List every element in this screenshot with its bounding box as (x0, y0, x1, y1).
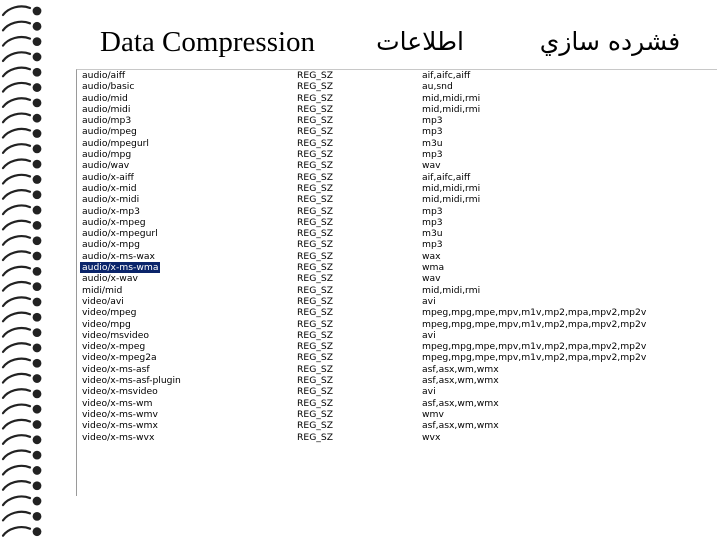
table-row[interactable] (77, 239, 717, 250)
mime-type-cell: audio/mpg (82, 149, 132, 161)
value-type-cell: REG_SZ (297, 273, 334, 285)
binding-ring (3, 98, 41, 107)
extensions-cell: mpeg,mpg,mpe,mpv,m1v,mp2,mpa,mpv2,mp2v (422, 352, 647, 364)
extensions-cell: wmv (422, 408, 444, 420)
table-row[interactable] (77, 307, 717, 318)
table-row[interactable] (77, 217, 717, 228)
binding-ring (3, 22, 41, 31)
table-row[interactable] (77, 70, 717, 81)
value-type-cell: REG_SZ (297, 307, 334, 319)
value-type-cell: REG_SZ (297, 284, 334, 296)
extensions-cell: asf,asx,wm,wmx (422, 375, 499, 387)
table-row[interactable] (77, 375, 717, 386)
slide-title-english: Data Compression (100, 26, 316, 58)
mime-type-cell: audio/x-wav (82, 273, 138, 285)
binding-ring (3, 160, 41, 169)
spiral-binding-graphic (0, 0, 52, 540)
binding-ring (3, 420, 41, 429)
binding-ring (3, 68, 41, 77)
table-row[interactable] (77, 172, 717, 183)
mime-type-cell: audio/x-mid (82, 182, 137, 194)
extensions-cell: avi (422, 329, 436, 341)
value-type-cell: REG_SZ (297, 363, 334, 375)
extensions-cell: wvx (422, 431, 441, 443)
table-row[interactable] (77, 398, 717, 409)
mime-type-cell: audio/x-mp3 (82, 205, 140, 217)
table-row[interactable] (77, 104, 717, 115)
mime-type-cell: audio/mpegurl (82, 137, 149, 149)
mime-type-cell: video/x-ms-asf-plugin (82, 375, 181, 387)
extensions-cell: mid,midi,rmi (422, 92, 481, 104)
mime-type-cell: video/x-ms-wmx (82, 420, 158, 432)
binding-ring (3, 466, 41, 475)
table-row[interactable] (77, 352, 717, 363)
mime-type-cell: audio/x-ms-wma (82, 262, 159, 274)
table-row[interactable] (77, 93, 717, 104)
extensions-cell: avi (422, 386, 436, 398)
extensions-cell: mp3 (422, 149, 443, 161)
value-type-cell: REG_SZ (297, 182, 334, 194)
extensions-cell: asf,asx,wm,wmx (422, 397, 499, 409)
value-type-cell: REG_SZ (297, 103, 334, 115)
table-row[interactable] (77, 138, 717, 149)
value-type-cell: REG_SZ (297, 137, 334, 149)
table-row[interactable] (77, 330, 717, 341)
value-type-cell: REG_SZ (297, 216, 334, 228)
value-type-cell: REG_SZ (297, 329, 334, 341)
value-type-cell: REG_SZ (297, 397, 334, 409)
binding-ring (3, 527, 41, 536)
extensions-cell: wax (422, 250, 441, 262)
extensions-cell: mpeg,mpg,mpe,mpv,m1v,mp2,mpa,mpv2,mp2v (422, 318, 647, 330)
mime-type-cell: audio/mp3 (82, 115, 132, 127)
binding-ring (3, 313, 41, 322)
binding-ring (3, 451, 41, 460)
binding-ring (3, 144, 41, 153)
table-row[interactable] (77, 262, 717, 273)
table-row[interactable] (77, 251, 717, 262)
value-type-cell: REG_SZ (297, 126, 334, 138)
mime-type-cell: video/avi (82, 295, 124, 307)
table-row[interactable] (77, 115, 717, 126)
spiral-binding (0, 0, 52, 540)
table-row[interactable] (77, 228, 717, 239)
binding-ring (3, 496, 41, 505)
table-row[interactable] (77, 273, 717, 284)
extensions-cell: mp3 (422, 126, 443, 138)
binding-ring (3, 389, 41, 398)
value-type-cell: REG_SZ (297, 81, 334, 93)
table-row[interactable] (77, 194, 717, 205)
mime-type-cell: video/x-ms-wmv (82, 408, 158, 420)
mime-type-cell: audio/wav (82, 160, 130, 172)
value-type-cell: REG_SZ (297, 375, 334, 387)
binding-ring (3, 236, 41, 245)
mime-type-cell: video/msvideo (82, 329, 150, 341)
extensions-cell: m3u (422, 137, 443, 149)
value-type-cell: REG_SZ (297, 408, 334, 420)
binding-ring (3, 37, 41, 46)
table-row[interactable] (77, 81, 717, 92)
table-row[interactable] (77, 160, 717, 171)
mime-type-cell: audio/x-mpeg (82, 216, 146, 228)
table-row[interactable] (77, 296, 717, 307)
mime-type-cell: audio/basic (82, 81, 135, 93)
binding-ring (3, 297, 41, 306)
value-type-cell: REG_SZ (297, 431, 334, 443)
extensions-cell: mpeg,mpg,mpe,mpv,m1v,mp2,mpa,mpv2,mp2v (422, 307, 647, 319)
mime-type-cell: audio/x-mpegurl (82, 228, 158, 240)
table-row[interactable] (77, 341, 717, 352)
value-type-cell: REG_SZ (297, 92, 334, 104)
binding-ring (3, 435, 41, 444)
mime-type-cell: video/x-ms-wm (82, 397, 153, 409)
extensions-cell: mid,midi,rmi (422, 194, 481, 206)
value-type-cell: REG_SZ (297, 239, 334, 251)
extensions-cell: wav (422, 160, 441, 172)
binding-ring (3, 190, 41, 199)
value-type-cell: REG_SZ (297, 250, 334, 262)
mime-type-cell: video/x-msvideo (82, 386, 158, 398)
slide-title-compression: فشرده سازي (539, 27, 681, 56)
binding-ring (3, 343, 41, 352)
binding-ring (3, 129, 41, 138)
mime-type-rows (77, 70, 717, 443)
binding-ring (3, 83, 41, 92)
mime-type-table (76, 69, 717, 496)
binding-ring (3, 481, 41, 490)
table-row[interactable] (77, 319, 717, 330)
mime-type-cell: audio/midi (82, 103, 131, 115)
value-type-cell: REG_SZ (297, 171, 334, 183)
mime-type-cell: video/x-mpeg2a (82, 352, 157, 364)
extensions-cell: mp3 (422, 115, 443, 127)
extensions-cell: mpeg,mpg,mpe,mpv,m1v,mp2,mpa,mpv2,mp2v (422, 341, 647, 353)
mime-type-cell: video/mpeg (82, 307, 137, 319)
table-row[interactable] (77, 126, 717, 137)
binding-ring (3, 251, 41, 260)
binding-ring (3, 282, 41, 291)
extensions-cell: asf,asx,wm,wmx (422, 420, 499, 432)
extensions-cell: mp3 (422, 216, 443, 228)
table-row[interactable] (77, 364, 717, 375)
extensions-cell: mp3 (422, 205, 443, 217)
value-type-cell: REG_SZ (297, 420, 334, 432)
mime-type-cell: video/x-ms-wvx (82, 431, 155, 443)
value-type-cell: REG_SZ (297, 149, 334, 161)
table-row[interactable] (77, 420, 717, 431)
table-row[interactable] (77, 432, 717, 443)
value-type-cell: REG_SZ (297, 341, 334, 353)
value-type-cell: REG_SZ (297, 295, 334, 307)
binding-ring (3, 405, 41, 414)
binding-ring (3, 205, 41, 214)
value-type-cell: REG_SZ (297, 352, 334, 364)
extensions-cell: aif,aifc,aiff (422, 70, 471, 81)
binding-ring (3, 6, 41, 15)
mime-type-cell: audio/aiff (82, 70, 126, 81)
value-type-cell: REG_SZ (297, 205, 334, 217)
binding-ring (3, 114, 41, 123)
binding-ring (3, 221, 41, 230)
mime-type-cell: video/mpg (82, 318, 131, 330)
value-type-cell: REG_SZ (297, 160, 334, 172)
mime-type-cell: midi/mid (82, 284, 123, 296)
mime-type-cell: video/x-ms-asf (82, 363, 150, 375)
table-row[interactable] (77, 409, 717, 420)
table-row[interactable] (77, 206, 717, 217)
binding-ring (3, 328, 41, 337)
extensions-cell: m3u (422, 228, 443, 240)
value-type-cell: REG_SZ (297, 115, 334, 127)
binding-ring (3, 175, 41, 184)
value-type-cell: REG_SZ (297, 70, 334, 81)
slide-title-information: اطلاعات (376, 27, 464, 56)
value-type-cell: REG_SZ (297, 262, 334, 274)
binding-ring (3, 374, 41, 383)
table-row[interactable] (77, 183, 717, 194)
table-row[interactable] (77, 285, 717, 296)
extensions-cell: aif,aifc,aiff (422, 171, 471, 183)
mime-type-cell: audio/x-midi (82, 194, 140, 206)
extensions-cell: asf,asx,wm,wmx (422, 363, 499, 375)
extensions-cell: mid,midi,rmi (422, 182, 481, 194)
extensions-cell: avi (422, 295, 436, 307)
value-type-cell: REG_SZ (297, 194, 334, 206)
mime-type-cell: video/x-mpeg (82, 341, 146, 353)
extensions-cell: mid,midi,rmi (422, 103, 481, 115)
mime-type-cell: audio/mid (82, 92, 128, 104)
extensions-cell: mp3 (422, 239, 443, 251)
extensions-cell: wma (422, 262, 445, 274)
extensions-cell: wav (422, 273, 441, 285)
binding-ring (3, 512, 41, 521)
extensions-cell: au,snd (422, 81, 453, 93)
mime-type-cell: audio/x-mpg (82, 239, 140, 251)
mime-type-cell: audio/mpeg (82, 126, 137, 138)
value-type-cell: REG_SZ (297, 318, 334, 330)
table-row[interactable] (77, 386, 717, 397)
mime-type-cell: audio/x-ms-wax (82, 250, 155, 262)
value-type-cell: REG_SZ (297, 386, 334, 398)
value-type-cell: REG_SZ (297, 228, 334, 240)
table-row[interactable] (77, 149, 717, 160)
binding-ring (3, 359, 41, 368)
mime-type-cell: audio/x-aiff (82, 171, 134, 183)
extensions-cell: mid,midi,rmi (422, 284, 481, 296)
binding-ring (3, 267, 41, 276)
binding-ring (3, 52, 41, 61)
